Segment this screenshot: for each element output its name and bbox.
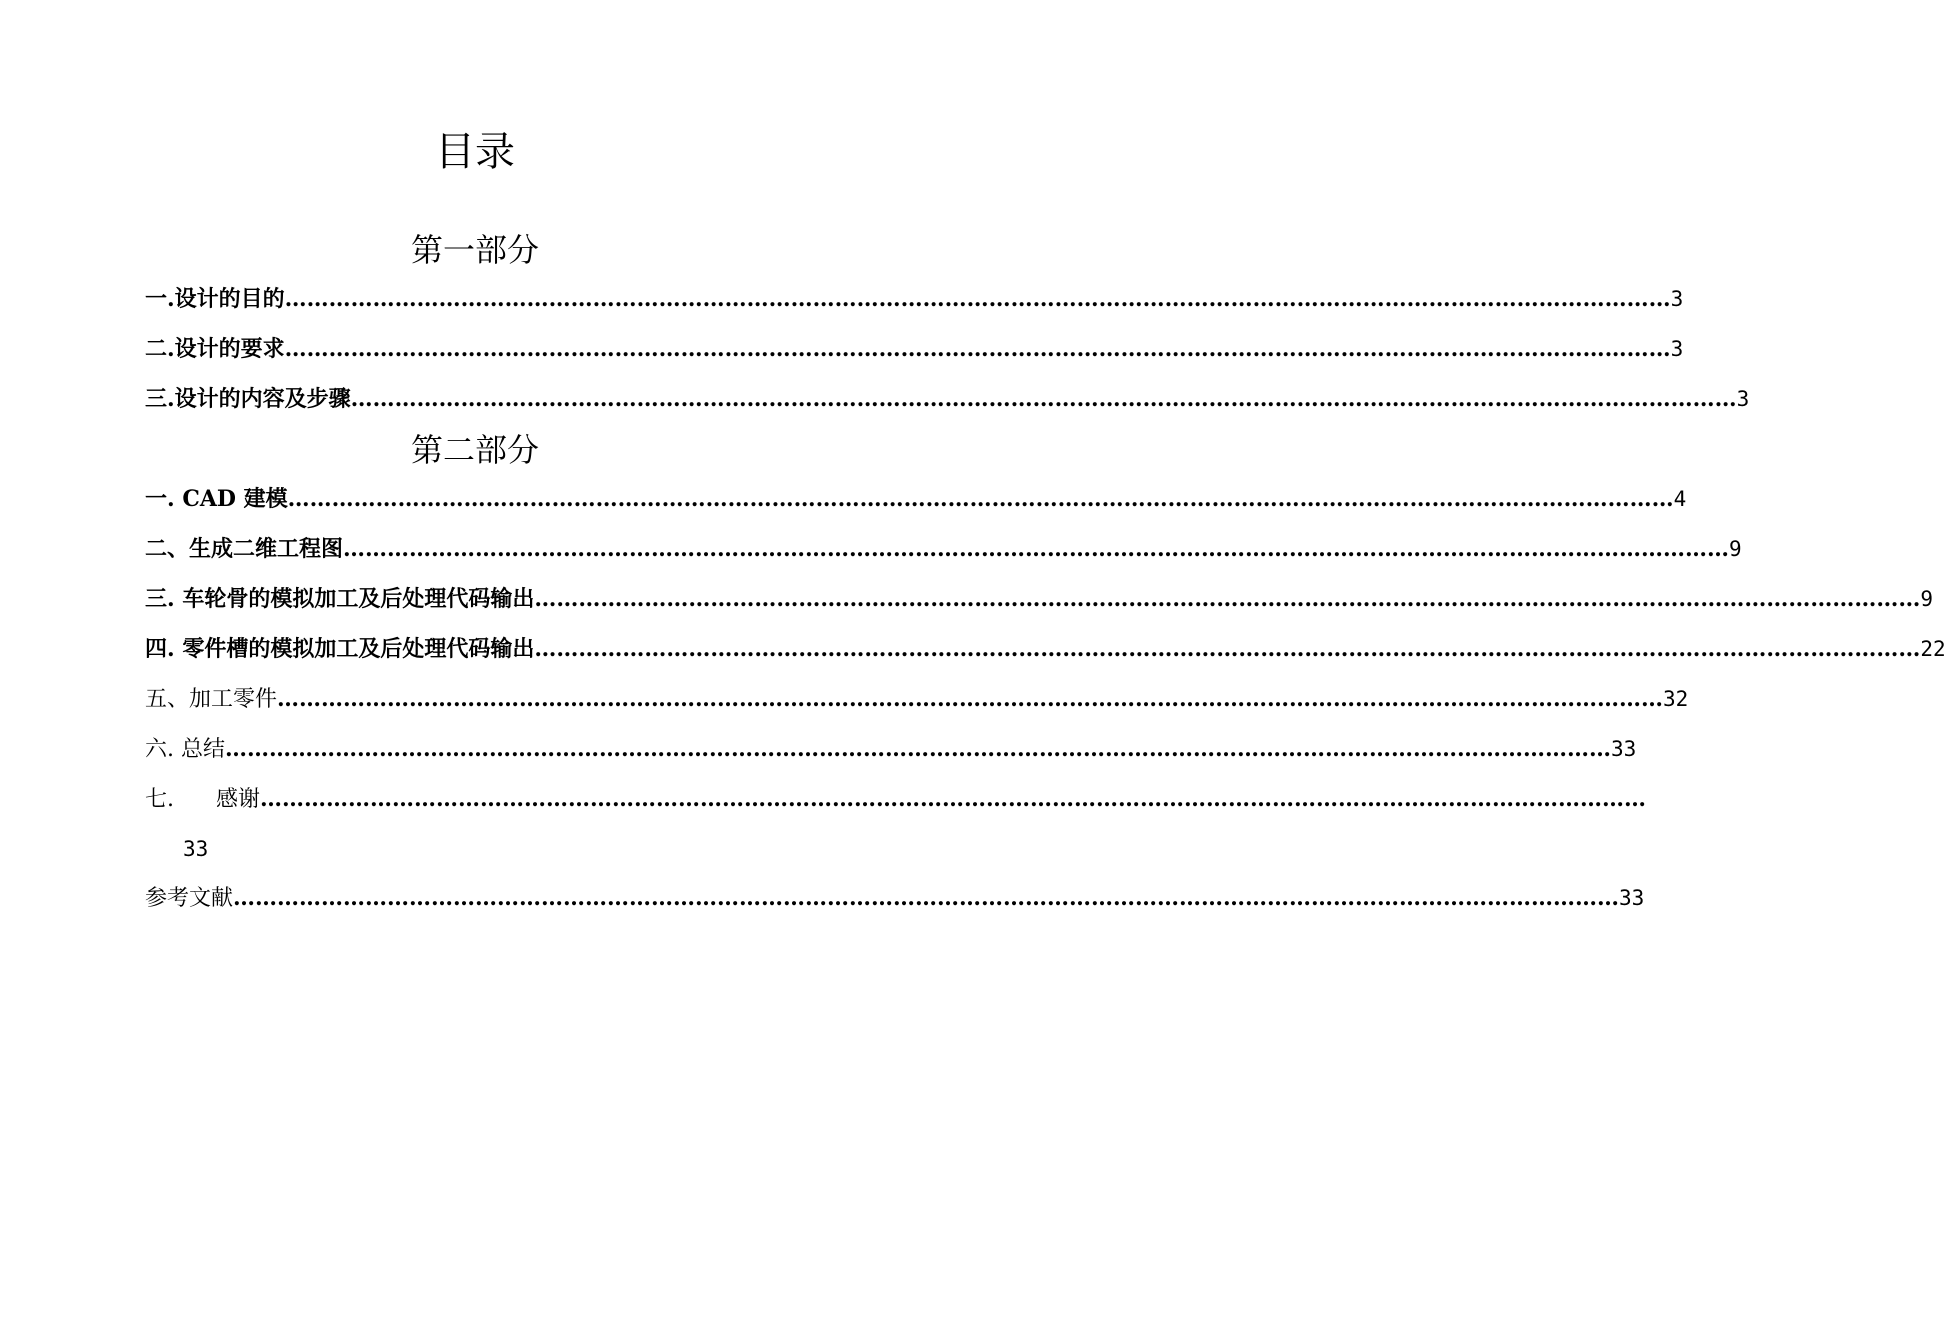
part-heading-1: 第一部分: [410, 231, 539, 269]
toc-entry-label: 六. 总结: [145, 737, 225, 762]
toc-leader: ………………………………………………………………………………………………………………………………………………………………………: [225, 736, 1611, 762]
toc-entry[interactable]: [145, 382, 1750, 416]
toc-entry-page: 33: [183, 837, 209, 861]
toc-entry-page: 33: [1611, 737, 1637, 761]
toc-leader: ………………………………………………………………………………………………………………………………………………………………………: [534, 586, 1921, 612]
toc-entry-label: 参考文献: [145, 886, 234, 911]
toc-entry[interactable]: [145, 881, 1645, 915]
toc-leader: ………………………………………………………………………………………………………………………………………………………………………: [350, 386, 1737, 412]
toc-entry[interactable]: [145, 732, 1637, 766]
toc-entry-page: 33: [1619, 886, 1645, 910]
toc-leader: ………………………………………………………………………………………………………………………………………………………………………: [534, 636, 1921, 662]
toc-entry-page: 9: [1729, 537, 1742, 561]
toc-entry-label: 四. 零件槽的模拟加工及后处理代码输出: [145, 636, 535, 662]
toc-entry-page: 22: [1920, 637, 1946, 661]
toc-entry-label: 三.设计的内容及步骤: [145, 386, 351, 412]
toc-entry-label: 五、加工零件: [145, 687, 278, 712]
toc-entry[interactable]: [145, 582, 1933, 616]
toc-entry[interactable]: [145, 682, 1689, 716]
toc-entry[interactable]: [145, 332, 1684, 366]
toc-entry[interactable]: [145, 282, 1684, 316]
toc-leader: ………………………………………………………………………………………………………………………………………………………………………: [287, 486, 1674, 512]
toc-entry-label: 七. 感谢: [145, 787, 260, 812]
toc-entry-label: 二、生成二维工程图: [145, 536, 344, 562]
toc-entry-wrapped[interactable]: [145, 782, 1646, 816]
toc-entry[interactable]: [145, 632, 1946, 666]
toc-leader: ………………………………………………………………………………………………………………………………………………………………………: [259, 786, 1646, 812]
toc-entry-page: 32: [1663, 687, 1689, 711]
toc-entry-page: 3: [1670, 337, 1684, 361]
toc-entry-page: 9: [1920, 587, 1933, 611]
toc-leader: ………………………………………………………………………………………………………………………………………………………………………: [284, 286, 1671, 312]
toc-leader: ………………………………………………………………………………………………………………………………………………………………………: [284, 336, 1671, 362]
page-title: 目录: [435, 129, 515, 175]
toc-entry-label: 二.设计的要求: [145, 336, 285, 362]
toc-entry-page: 3: [1670, 287, 1684, 311]
toc-entry[interactable]: [145, 532, 1742, 566]
toc-entry[interactable]: [145, 482, 1687, 516]
toc-leader: ………………………………………………………………………………………………………………………………………………………………………: [233, 885, 1620, 911]
toc-entry-label: 一.设计的目的: [145, 286, 285, 312]
part-heading-2: 第二部分: [410, 431, 539, 469]
toc-leader: ………………………………………………………………………………………………………………………………………………………………………: [277, 686, 1664, 712]
toc-entry-page: 3: [1736, 387, 1750, 411]
toc-entry-label: 三. 车轮骨的模拟加工及后处理代码输出: [145, 586, 535, 612]
toc-leader: ………………………………………………………………………………………………………………………………………………………………………: [343, 536, 1730, 562]
toc-entry-page: 4: [1673, 487, 1687, 511]
toc-entry-label: 一. CAD 建模: [145, 486, 288, 512]
